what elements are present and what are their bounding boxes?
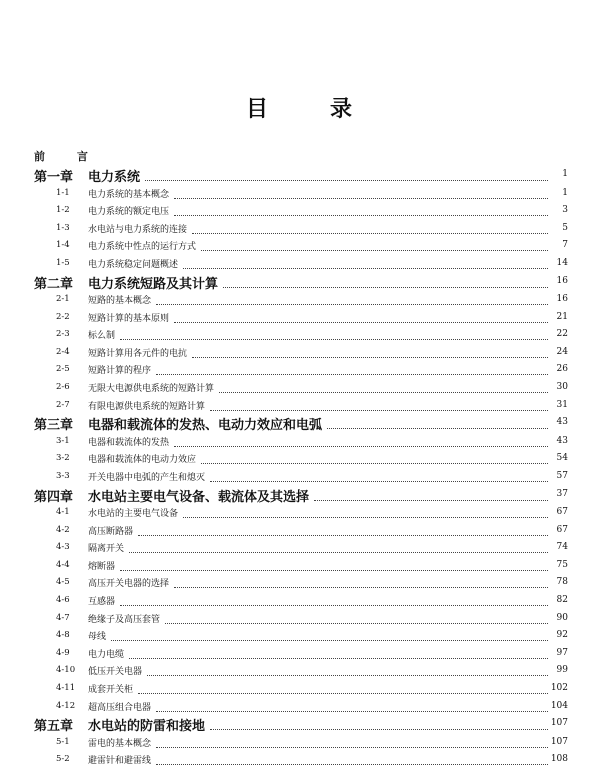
entry-page-number: 3 [562,205,568,216]
dot-leader [129,644,548,659]
entry-number: 4-12 [56,700,76,711]
entry-page-number: 43 [556,417,568,428]
dot-leader [111,626,548,641]
preface-entry[interactable] [0,148,600,168]
entry-page-number: 90 [556,612,568,623]
entry-page-number: 74 [556,542,568,553]
entry-number: 4-5 [56,577,70,588]
preface-label: 前 言 [34,150,102,163]
dot-leader [147,661,548,676]
entry-page-number: 30 [556,382,568,392]
dot-leader [156,750,548,765]
dot-leader [165,609,548,624]
title-part-1: 目 [245,96,270,122]
entry-number: 4-8 [56,630,70,641]
entry-title: 高压断路器 [88,524,136,537]
dot-leader [156,360,548,375]
dot-leader [210,467,548,482]
entry-title: 熔断器 [88,559,118,572]
entry-page-number: 16 [556,294,568,304]
entry-number: 4-6 [56,595,70,605]
entry-number: 第四章 [34,489,74,505]
entry-number: 2-2 [56,311,70,322]
dot-leader [223,273,548,288]
entry-title: 超高压组合电器 [88,700,154,713]
entry-title: 成套开关柜 [88,682,136,695]
entry-number: 1-1 [56,187,70,198]
title-part-2: 录 [330,96,355,122]
dot-leader [120,556,548,571]
entry-title: 低压开关电器 [88,664,145,677]
dot-leader [210,396,548,411]
entry-page-number: 82 [556,595,568,605]
entry-page-number: 78 [556,577,568,588]
entry-number: 第三章 [34,418,74,434]
entry-title: 互感器 [88,594,118,607]
entry-title: 水电站的防雷和接地 [88,715,208,734]
entry-title: 母线 [88,629,109,642]
entry-number: 第二章 [34,276,74,292]
entry-page-number: 37 [556,488,568,499]
entry-title: 电力系统 [88,166,143,185]
entry-number: 4-3 [56,542,70,553]
entry-page-number: 1 [562,187,568,198]
entry-page-number: 7 [562,240,568,251]
dot-leader [156,290,548,305]
entry-page-number: 92 [556,630,568,641]
entry-number: 4-2 [56,524,70,535]
entry-page-number: 104 [550,700,568,711]
entry-title: 电力系统稳定问题概述 [88,257,181,270]
entry-number: 2-5 [56,364,70,375]
entry-title: 短路计算的程序 [88,363,154,376]
dot-leader [129,538,548,553]
entry-number: 2-7 [56,399,70,410]
entry-title: 有限电源供电系统的短路计算 [88,399,208,412]
entry-number: 1-2 [56,205,70,216]
entry-page-number: 5 [562,222,568,233]
entry-page-number: 67 [556,507,568,517]
dot-leader [120,325,548,340]
entry-number: 1-5 [56,257,70,268]
entry-number: 4-10 [56,665,76,676]
entry-page-number: 97 [556,647,568,658]
dot-leader [120,591,548,606]
entry-page-number: 26 [556,364,568,375]
page-title [0,92,600,123]
entry-title: 电力系统中性点的运行方式 [88,239,199,252]
entry-title: 水电站的主要电气设备 [88,506,181,519]
entry-number: 1-4 [56,240,70,251]
entry-title: 短路的基本概念 [88,293,154,306]
dot-leader [174,184,548,199]
dot-leader [192,219,548,234]
entry-number: 2-3 [56,329,70,340]
dot-leader [174,432,548,447]
dot-leader [327,414,548,429]
entry-number: 4-1 [56,507,70,517]
entry-page-number: 57 [556,470,568,481]
entry-title: 短路计算的基本原则 [88,311,172,324]
dot-leader [210,715,548,730]
entry-page-number: 67 [556,524,568,535]
dot-leader [174,201,548,216]
entry-page-number: 43 [556,435,568,446]
entry-page-number: 99 [556,665,568,676]
entry-title: 电力系统的额定电压 [88,204,172,217]
entry-page-number: 1 [562,169,568,179]
entry-number: 4-4 [56,559,70,570]
entry-number: 2-6 [56,382,70,392]
entry-page-number: 108 [550,754,568,765]
entry-title: 高压开关电器的选择 [88,576,172,589]
dot-leader [138,679,548,694]
entry-number: 3-3 [56,470,70,481]
entry-page-number: 16 [556,275,568,286]
entry-page-number: 24 [556,346,568,357]
dot-leader [201,449,548,464]
entry-title: 绝缘子及高压套管 [88,612,163,625]
entry-number: 3-1 [56,435,70,446]
entry-page-number: 107 [550,736,568,747]
entry-page-number: 54 [556,453,568,464]
dot-leader [138,521,548,536]
entry-title: 水电站主要电气设备、载流体及其选择 [88,486,312,505]
entry-page-number: 107 [550,718,568,729]
entry-title: 电力系统的基本概念 [88,187,172,200]
entry-title: 电器和载流体的发热、电动力效应和电弧 [88,414,325,433]
entry-title: 雷电的基本概念 [88,736,154,749]
entry-number: 第五章 [34,719,74,735]
entry-number: 4-9 [56,647,70,658]
entry-page-number: 75 [556,559,568,570]
entry-page-number: 21 [556,311,568,322]
toc-section-entry[interactable] [0,751,600,771]
dot-leader [192,343,548,358]
dot-leader [145,166,548,181]
entry-title: 无限大电源供电系统的短路计算 [88,381,217,394]
entry-title: 隔离开关 [88,541,127,554]
dot-leader [314,486,548,501]
entry-number: 5-2 [56,754,70,765]
dot-leader [201,236,548,251]
dot-leader [219,378,548,393]
entry-number: 4-11 [56,683,76,693]
entry-number: 4-7 [56,612,70,623]
entry-page-number: 102 [550,683,568,693]
entry-number: 1-3 [56,222,70,233]
dot-leader [174,308,548,323]
entry-title: 电力系统短路及其计算 [88,273,221,292]
dot-leader [156,733,548,748]
entry-title: 电器和载流体的发热 [88,435,172,448]
entry-page-number: 22 [556,329,568,340]
entry-page-number: 14 [556,257,568,268]
entry-number: 5-1 [56,736,70,747]
entry-title: 短路计算用各元件的电抗 [88,346,190,359]
entry-number: 3-2 [56,453,70,464]
dot-leader [183,503,548,518]
dot-leader [183,254,548,269]
entry-title: 避雷针和避雷线 [88,753,154,766]
entry-title: 电力电缆 [88,647,127,660]
entry-page-number: 31 [556,399,568,410]
entry-number: 2-1 [56,294,70,304]
entry-title: 标么制 [88,328,118,341]
entry-number: 第一章 [34,170,74,185]
entry-title: 开关电器中电弧的产生和熄灭 [88,470,208,483]
entry-title: 电器和载流体的电动力效应 [88,452,199,465]
dot-leader [174,573,548,588]
dot-leader [156,697,548,712]
entry-number: 2-4 [56,346,70,357]
entry-title: 水电站与电力系统的连接 [88,222,190,235]
